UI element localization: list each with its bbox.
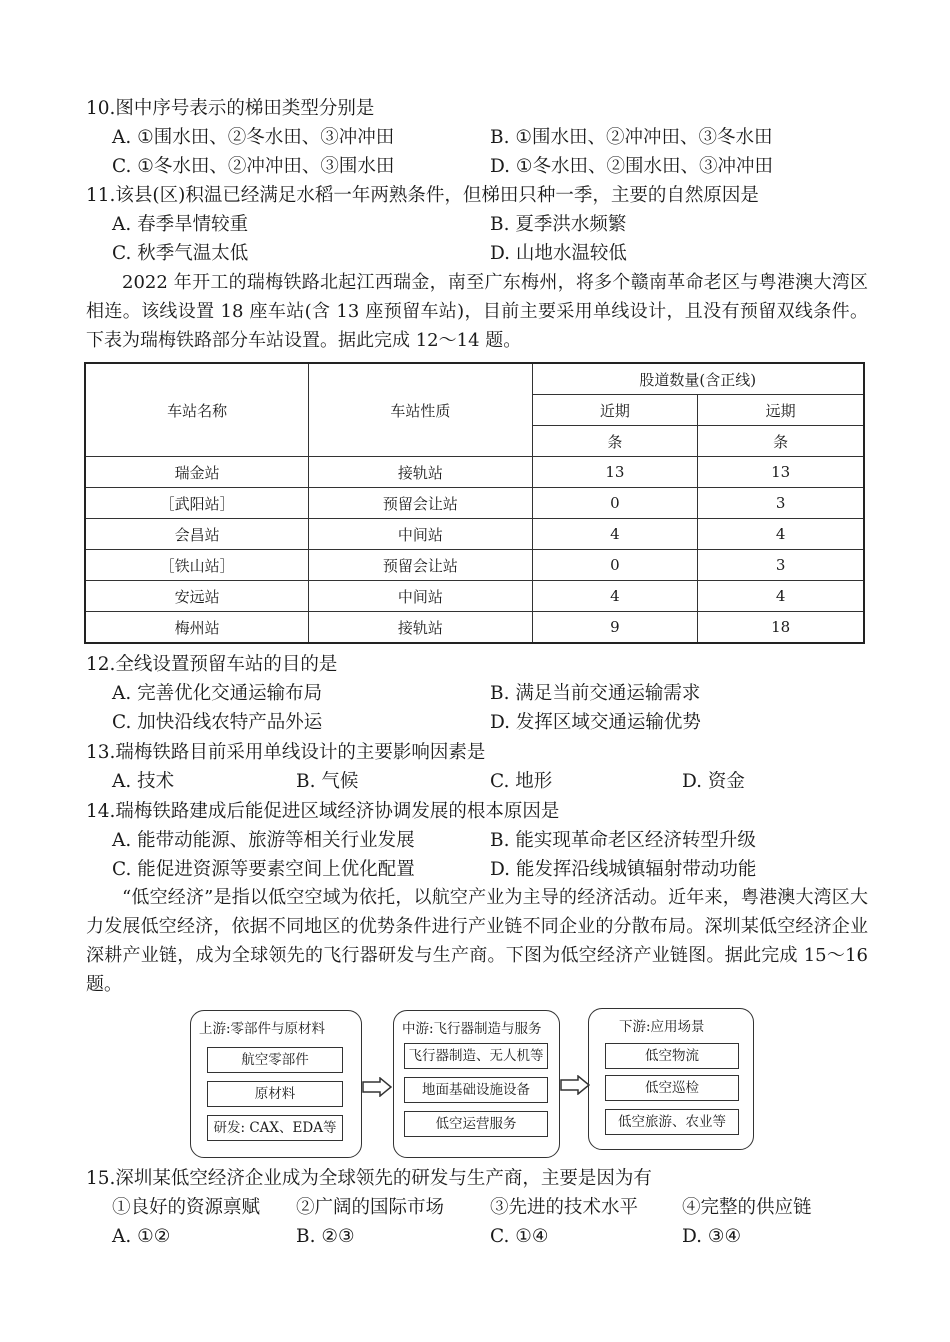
table-row <box>85 581 864 612</box>
q15-statement-3: ③先进的技术水平 <box>490 1197 639 1218</box>
cell-near: 9 <box>532 612 698 644</box>
upstream-item: 原材料 <box>207 1081 343 1107</box>
midstream-item: 地面基础设施设备 <box>404 1077 548 1103</box>
q12-option-a: A. 完善优化交通运输布局 <box>112 683 323 704</box>
cell-far: 3 <box>698 488 864 519</box>
q10-stem: 10.图中序号表示的梯田类型分别是 <box>86 98 375 119</box>
cell-near: 13 <box>532 457 698 488</box>
q15-option-d: D. ③④ <box>682 1226 742 1247</box>
cell-near: 0 <box>532 550 698 581</box>
q15-option-c: C. ①④ <box>490 1226 549 1247</box>
downstream-item: 低空旅游、农业等 <box>605 1109 739 1135</box>
q14-option-b: B. 能实现革命老区经济转型升级 <box>490 830 756 851</box>
downstream-item: 低空巡检 <box>605 1075 739 1101</box>
q15-statement-4: ④完整的供应链 <box>682 1197 812 1218</box>
header-unit-near: 条 <box>532 426 698 457</box>
cell-near: 0 <box>532 488 698 519</box>
cell-far: 3 <box>698 550 864 581</box>
q10-option-a: A. ①围水田、②冬水田、③冲冲田 <box>112 127 395 148</box>
cell-far: 4 <box>698 581 864 612</box>
cell-station-name: ［武阳站］ <box>85 488 309 519</box>
header-unit-far: 条 <box>698 426 864 457</box>
upstream-title: 上游:零部件与原材料 <box>199 1021 326 1037</box>
header-station-type: 车站性质 <box>309 363 532 457</box>
q13-option-a: A. 技术 <box>112 771 175 792</box>
cell-near: 4 <box>532 519 698 550</box>
table-row <box>85 550 864 581</box>
q11-option-d: D. 山地水温较低 <box>490 243 627 264</box>
q15-stem: 15.深圳某低空经济企业成为全球领先的研发与生产商，主要是因为有 <box>86 1168 652 1189</box>
cell-station-type: 接轨站 <box>309 612 532 644</box>
q11-stem: 11.该县(区)积温已经满足水稻一年两熟条件，但梯田只种一季，主要的自然原因是 <box>86 185 759 206</box>
downstream-box <box>588 1008 754 1150</box>
station-table <box>84 362 865 644</box>
q10-option-b: B. ①围水田、②冲冲田、③冬水田 <box>490 127 773 148</box>
q13-option-b: B. 气候 <box>296 771 359 792</box>
q14-option-c: C. 能促进资源等要素空间上优化配置 <box>112 859 415 880</box>
upstream-box <box>190 1010 362 1158</box>
downstream-title: 下游:应用场景 <box>619 1019 705 1035</box>
q15-option-a: A. ①② <box>112 1226 171 1247</box>
midstream-item: 飞行器制造、无人机等 <box>404 1043 548 1069</box>
cell-station-type: 预留会让站 <box>309 488 532 519</box>
passage-railway: 2022 年开工的瑞梅铁路北起江西瑞金，南至广东梅州，将多个赣南革命老区与粤港澳大湾区相连。该线设置 18 座车站(含 13 座预留车站)，目前主要采用单线设计，且没有预留双线条件。下表为瑞梅铁路部分车站设置。据此完成 12～14 题。 <box>86 272 868 351</box>
q14-stem: 14.瑞梅铁路建成后能促进区域经济协调发展的根本原因是 <box>86 801 560 822</box>
upstream-item: 航空零部件 <box>207 1047 343 1073</box>
arrow-right-icon <box>362 1077 392 1097</box>
arrow-right-icon <box>560 1075 590 1095</box>
q15-statement-1: ①良好的资源禀赋 <box>112 1197 261 1218</box>
header-long-term: 远期 <box>698 395 864 426</box>
q10-option-d: D. ①冬水田、②围水田、③冲冲田 <box>490 156 774 177</box>
q13-stem: 13.瑞梅铁路目前采用单线设计的主要影响因素是 <box>86 742 486 763</box>
q10-option-c: C. ①冬水田、②冲冲田、③围水田 <box>112 156 395 177</box>
q12-option-d: D. 发挥区域交通运输优势 <box>490 712 701 733</box>
q11-option-c: C. 秋季气温太低 <box>112 243 249 264</box>
cell-station-name: 瑞金站 <box>85 457 309 488</box>
q14-option-a: A. 能带动能源、旅游等相关行业发展 <box>112 830 415 851</box>
table-row <box>85 457 864 488</box>
midstream-box <box>393 1010 560 1158</box>
table-row <box>85 488 864 519</box>
q12-stem: 12.全线设置预留车站的目的是 <box>86 654 338 675</box>
cell-station-name: 会昌站 <box>85 519 309 550</box>
q14-option-d: D. 能发挥沿线城镇辐射带动功能 <box>490 859 757 880</box>
cell-far: 18 <box>698 612 864 644</box>
cell-station-type: 中间站 <box>309 519 532 550</box>
cell-station-type: 预留会让站 <box>309 550 532 581</box>
midstream-item: 低空运营服务 <box>404 1111 548 1137</box>
header-near-term: 近期 <box>532 395 698 426</box>
cell-near: 4 <box>532 581 698 612</box>
q15-option-b: B. ②③ <box>296 1226 355 1247</box>
passage-low-altitude-economy: “低空经济”是指以低空空域为依托，以航空产业为主导的经济活动。近年来，粤港澳大湾区大力发展低空经济，依据不同地区的优势条件进行产业链不同企业的分散布局。深圳某低空经济企业深耕产业链，成为全球领先的飞行器研发与生产商。下图为低空经济产业链图。据此完成 15～16 题。 <box>86 887 868 995</box>
q12-option-c: C. 加快沿线农特产品外运 <box>112 712 323 733</box>
cell-station-name: 安远站 <box>85 581 309 612</box>
table-row <box>85 612 864 644</box>
q11-option-b: B. 夏季洪水频繁 <box>490 214 627 235</box>
q15-statement-2: ②广阔的国际市场 <box>296 1197 445 1218</box>
header-station-name: 车站名称 <box>85 363 309 457</box>
midstream-title: 中游:飞行器制造与服务 <box>402 1021 542 1037</box>
upstream-item: 研发: CAX、EDA等 <box>207 1115 343 1141</box>
q13-option-c: C. 地形 <box>490 771 553 792</box>
downstream-item: 低空物流 <box>605 1043 739 1069</box>
cell-station-type: 中间站 <box>309 581 532 612</box>
cell-far: 4 <box>698 519 864 550</box>
cell-station-name: 梅州站 <box>85 612 309 644</box>
header-track-count: 股道数量(含正线) <box>532 363 864 395</box>
cell-station-name: ［铁山站］ <box>85 550 309 581</box>
q13-option-d: D. 资金 <box>682 771 745 792</box>
q12-option-b: B. 满足当前交通运输需求 <box>490 683 701 704</box>
cell-far: 13 <box>698 457 864 488</box>
q11-option-a: A. 春季旱情较重 <box>112 214 249 235</box>
table-row <box>85 519 864 550</box>
cell-station-type: 接轨站 <box>309 457 532 488</box>
